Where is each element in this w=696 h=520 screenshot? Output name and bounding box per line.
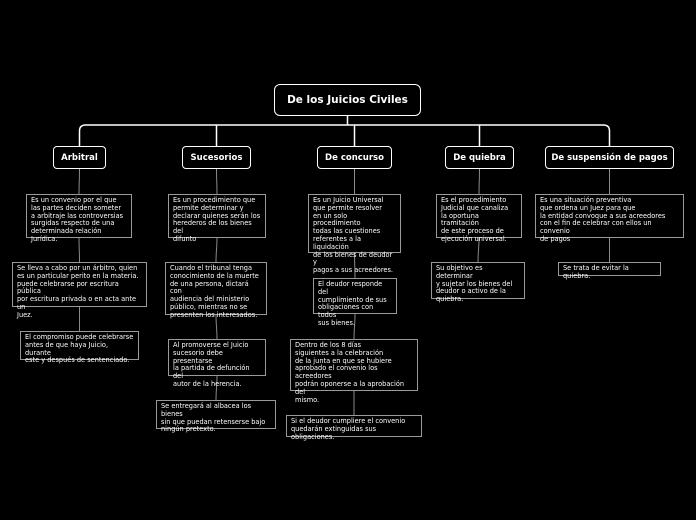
topic-label: Sucesorios xyxy=(190,152,243,163)
topic-sucesorios[interactable] xyxy=(182,146,251,169)
note-connector xyxy=(479,169,480,194)
note-suspension-definition[interactable]: Es una situación preventiva que ordena un Juez para que la entidad convoque a sus acreedores con el fin de celebrar con ellos un convenio de pagos xyxy=(535,194,684,238)
note-connector xyxy=(216,238,217,262)
note-sucesorios-tribunal[interactable]: Cuando el tribunal tenga conocimiento de la muerte de una persona, dictará con audiencia del ministerio público, mientras no se presenten los interesados. xyxy=(165,262,267,315)
topic-de-concurso[interactable] xyxy=(317,146,392,169)
topic-label: De quiebra xyxy=(453,152,506,163)
note-connector xyxy=(79,169,80,194)
note-concurso-deudor[interactable]: El deudor responde del cumplimiento de sus obligaciones con todos sus bienes. xyxy=(313,278,397,314)
topic-de-quiebra[interactable] xyxy=(445,146,514,169)
note-quiebra-objetivo[interactable]: Su objetivo es determinar y sujetar los bienes del deudor o activo de la quiebra. xyxy=(431,262,525,299)
note-arbitral-arbitro[interactable]: Se lleva a cabo por un árbitro, quien es un particular perito en la materia. puede celebrarse por escritura pública por escritura privada o en acta ante un Juez. xyxy=(12,262,147,307)
topic-bus-connector xyxy=(80,125,610,131)
topic-label: Arbitral xyxy=(61,152,98,163)
note-suspension-evitar-quiebra[interactable]: Se trata de evitar la quiebra. xyxy=(558,262,661,276)
note-concurso-cumplimiento[interactable]: Si el deudor cumpliere el convenio quedarán extinguidas sus obligaciones. xyxy=(286,415,422,437)
note-sucesorios-albacea[interactable]: Se entregará al albacea los bienes sin que puedan retenserse bajo ningún pretexto. xyxy=(156,400,276,429)
topic-label: De concurso xyxy=(325,152,384,163)
note-concurso-8-dias[interactable]: Dentro de los 8 días siguientes a la celebración de la junta en que se hubiere aprobado el convenio los acreedores podrán oponerse a la aprobación del mismo. xyxy=(290,339,418,391)
note-arbitral-compromiso[interactable]: El compromiso puede celebrarse antes de que haya Juicio, durante este y después de sentenciado. xyxy=(20,331,139,360)
central-topic[interactable] xyxy=(274,84,421,116)
note-connector xyxy=(79,238,80,262)
note-connector xyxy=(217,169,218,194)
topic-arbitral[interactable] xyxy=(53,146,106,169)
note-concurso-definition[interactable]: Es un Juicio Universal que permite resolver en un solo procedimiento todas las cuestiones referentes a la liquidación de los bienes de deudor y pagos a sus acreedores. xyxy=(308,194,401,253)
note-sucesorios-partida[interactable]: Al promoverse el Juicio sucesorio debe presentarse la partida de defunción del autor de la herencia. xyxy=(168,339,266,376)
note-quiebra-definition[interactable]: Es el procedimiento Judicial que canaliza la oportuna tramitación de este proceso de ejecución universal. xyxy=(436,194,522,238)
topic-de-suspension-de-pagos[interactable] xyxy=(545,146,674,169)
note-arbitral-definition[interactable]: Es un convenio por el que las partes deciden someter a arbitraje las controversias surgidas respecto de una determinada relación Jurídica. xyxy=(26,194,132,238)
central-topic-label: De los Juicios Civiles xyxy=(287,94,408,106)
note-sucesorios-definition[interactable]: Es un procedimiento que permite determinar y declarar quienes serán los herederos de los bienes del difunto xyxy=(168,194,266,238)
topic-label: De suspensión de pagos xyxy=(551,152,668,163)
